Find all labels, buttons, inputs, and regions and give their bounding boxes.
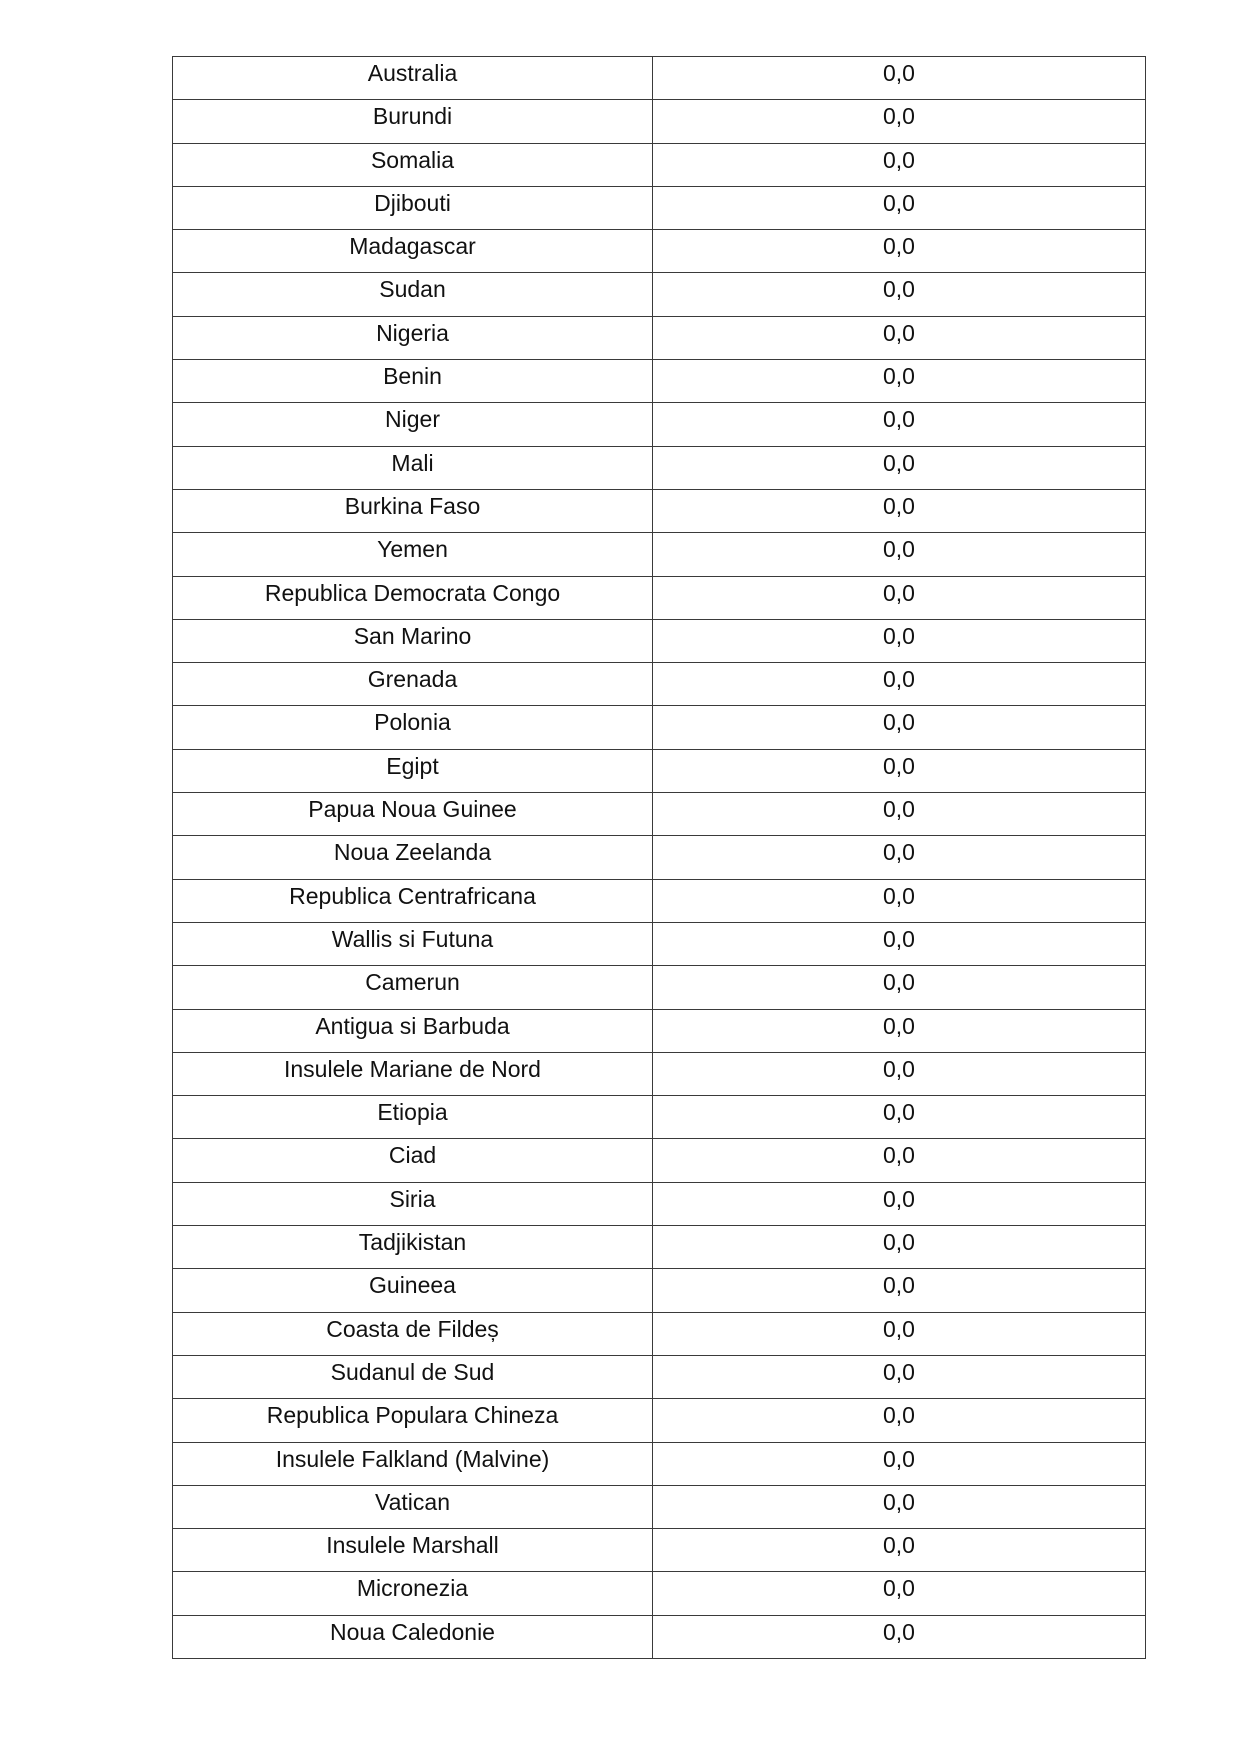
table-row — [173, 576, 1146, 619]
country-cell: Nigeria — [173, 316, 653, 359]
table-row — [173, 1269, 1146, 1312]
table-row — [173, 1355, 1146, 1398]
country-cell: Djibouti — [173, 186, 653, 229]
table-row — [173, 1312, 1146, 1355]
country-cell: Wallis si Futuna — [173, 922, 653, 965]
value-cell: 0,0 — [653, 1399, 1146, 1442]
country-cell: Burkina Faso — [173, 489, 653, 532]
table-row — [173, 1572, 1146, 1615]
country-cell: Coasta de Fildeș — [173, 1312, 653, 1355]
value-cell: 0,0 — [653, 1269, 1146, 1312]
country-cell: Micronezia — [173, 1572, 653, 1615]
country-cell: Noua Zeelanda — [173, 836, 653, 879]
value-cell: 0,0 — [653, 403, 1146, 446]
country-cell: Papua Noua Guinee — [173, 793, 653, 836]
value-cell: 0,0 — [653, 1572, 1146, 1615]
table-row — [173, 619, 1146, 662]
country-cell: Somalia — [173, 143, 653, 186]
value-cell: 0,0 — [653, 360, 1146, 403]
value-cell: 0,0 — [653, 793, 1146, 836]
value-cell: 0,0 — [653, 230, 1146, 273]
table-row — [173, 836, 1146, 879]
value-cell: 0,0 — [653, 186, 1146, 229]
value-cell: 0,0 — [653, 316, 1146, 359]
table-row — [173, 1052, 1146, 1095]
country-cell: Benin — [173, 360, 653, 403]
table-row — [173, 749, 1146, 792]
country-cell: Siria — [173, 1182, 653, 1225]
value-cell: 0,0 — [653, 533, 1146, 576]
country-cell: Yemen — [173, 533, 653, 576]
value-cell: 0,0 — [653, 749, 1146, 792]
table-row — [173, 1009, 1146, 1052]
country-cell: Sudanul de Sud — [173, 1355, 653, 1398]
table-row — [173, 879, 1146, 922]
country-cell: Insulele Falkland (Malvine) — [173, 1442, 653, 1485]
table-row — [173, 1442, 1146, 1485]
table-row — [173, 793, 1146, 836]
country-cell: Ciad — [173, 1139, 653, 1182]
country-cell: Mali — [173, 446, 653, 489]
table-row — [173, 1139, 1146, 1182]
country-cell: Australia — [173, 57, 653, 100]
table-row — [173, 706, 1146, 749]
country-cell: Polonia — [173, 706, 653, 749]
table-row — [173, 1096, 1146, 1139]
value-cell: 0,0 — [653, 1615, 1146, 1658]
country-cell: Etiopia — [173, 1096, 653, 1139]
value-cell: 0,0 — [653, 922, 1146, 965]
country-cell: Republica Populara Chineza — [173, 1399, 653, 1442]
country-value-table — [172, 56, 1146, 1659]
value-cell: 0,0 — [653, 966, 1146, 1009]
table-body — [173, 57, 1146, 1659]
table-row — [173, 1615, 1146, 1658]
table-row — [173, 446, 1146, 489]
table-row — [173, 1485, 1146, 1528]
country-cell: Noua Caledonie — [173, 1615, 653, 1658]
country-cell: Insulele Marshall — [173, 1529, 653, 1572]
table-row — [173, 100, 1146, 143]
table-row — [173, 1226, 1146, 1269]
table-row — [173, 1182, 1146, 1225]
table-row — [173, 186, 1146, 229]
country-cell: Burundi — [173, 100, 653, 143]
value-cell: 0,0 — [653, 1529, 1146, 1572]
value-cell: 0,0 — [653, 1442, 1146, 1485]
value-cell: 0,0 — [653, 1182, 1146, 1225]
table-row — [173, 57, 1146, 100]
table-row — [173, 533, 1146, 576]
value-cell: 0,0 — [653, 1355, 1146, 1398]
table-row — [173, 922, 1146, 965]
value-cell: 0,0 — [653, 836, 1146, 879]
value-cell: 0,0 — [653, 663, 1146, 706]
value-cell: 0,0 — [653, 1009, 1146, 1052]
country-cell: Republica Democrata Congo — [173, 576, 653, 619]
table-row — [173, 273, 1146, 316]
country-cell: Niger — [173, 403, 653, 446]
value-cell: 0,0 — [653, 879, 1146, 922]
country-cell: Sudan — [173, 273, 653, 316]
table-row — [173, 966, 1146, 1009]
value-cell: 0,0 — [653, 1226, 1146, 1269]
value-cell: 0,0 — [653, 576, 1146, 619]
value-cell: 0,0 — [653, 619, 1146, 662]
country-cell: Egipt — [173, 749, 653, 792]
table-row — [173, 403, 1146, 446]
table-row — [173, 230, 1146, 273]
table-row — [173, 489, 1146, 532]
table-row — [173, 1529, 1146, 1572]
country-cell: Republica Centrafricana — [173, 879, 653, 922]
country-cell: Antigua si Barbuda — [173, 1009, 653, 1052]
value-cell: 0,0 — [653, 273, 1146, 316]
country-cell: Madagascar — [173, 230, 653, 273]
table-row — [173, 316, 1146, 359]
country-cell: Tadjikistan — [173, 1226, 653, 1269]
country-cell: Guineea — [173, 1269, 653, 1312]
country-cell: Grenada — [173, 663, 653, 706]
value-cell: 0,0 — [653, 1052, 1146, 1095]
country-cell: San Marino — [173, 619, 653, 662]
table-row — [173, 143, 1146, 186]
country-cell: Vatican — [173, 1485, 653, 1528]
value-cell: 0,0 — [653, 1139, 1146, 1182]
value-cell: 0,0 — [653, 1485, 1146, 1528]
value-cell: 0,0 — [653, 446, 1146, 489]
value-cell: 0,0 — [653, 489, 1146, 532]
table-row — [173, 663, 1146, 706]
value-cell: 0,0 — [653, 1096, 1146, 1139]
value-cell: 0,0 — [653, 100, 1146, 143]
table-row — [173, 360, 1146, 403]
country-cell: Insulele Mariane de Nord — [173, 1052, 653, 1095]
value-cell: 0,0 — [653, 57, 1146, 100]
value-cell: 0,0 — [653, 1312, 1146, 1355]
country-cell: Camerun — [173, 966, 653, 1009]
value-cell: 0,0 — [653, 143, 1146, 186]
value-cell: 0,0 — [653, 706, 1146, 749]
table-row — [173, 1399, 1146, 1442]
